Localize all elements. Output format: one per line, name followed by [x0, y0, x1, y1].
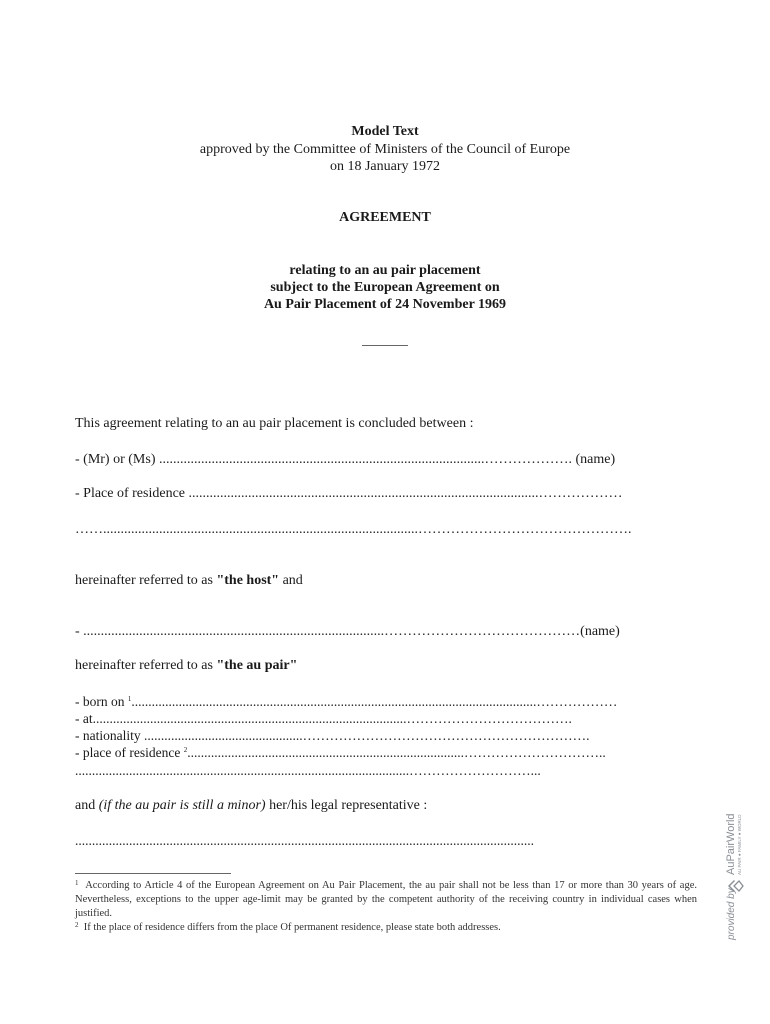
- au-pair-name-field[interactable]: - ......................................................................................……………………………………(name): [75, 624, 620, 639]
- brand-tagline: AU PAIR ● FAMILY ● WORLD: [737, 814, 742, 875]
- au-pair-reference: hereinafter referred to as "the au pair": [75, 658, 298, 673]
- au-pair-label: "the au pair": [216, 658, 298, 673]
- agreement-title: AGREEMENT: [339, 210, 431, 225]
- aupairworld-logo-icon: [726, 879, 744, 893]
- minor-condition: (if the au pair is still a minor): [98, 798, 266, 813]
- footnote-rule: [75, 873, 231, 874]
- host-residence-field[interactable]: - Place of residence ....................................................................................................………………: [75, 486, 623, 501]
- host-residence-continued-field[interactable]: ……..........................................................................................……………………………………….: [75, 522, 632, 537]
- subtitle-line-2: subject to the European Agreement on: [270, 280, 500, 295]
- footnote-1: $^1$ According to Article 4 of the European Agreement on Au Pair Placement, the au pair shall not be less than 17 or more than 30 years of age. Nevertheless, exceptions to the upper age-limit may be granted by the competent authority of the receiving country in individual cases when justified.: [75, 879, 697, 919]
- host-reference: hereinafter referred to as "the host" and: [75, 573, 303, 588]
- host-name-field[interactable]: - (Mr) or (Ms) .............................................................................................………………. (name): [75, 452, 616, 467]
- approval-date: on 18 January 1972: [329, 159, 441, 174]
- birthplace-field[interactable]: - at.............................................................................................……………………………….: [75, 711, 572, 726]
- intro-text: This agreement relating to an au pair placement is concluded between :: [75, 416, 474, 431]
- born-on-field[interactable]: - born on $^1$........................................................................................................................………………: [75, 694, 618, 709]
- host-label: "the host": [216, 573, 280, 588]
- legal-representative-field[interactable]: ........................................................................................................................................: [75, 833, 534, 848]
- footnote-2: $^2$ If the place of residence differs from the place Of permanent residence, please state both addresses.: [75, 921, 501, 933]
- footnote-ref-1: 1: [127, 695, 132, 703]
- brand-name: AuPairWorld: [725, 813, 737, 875]
- footnote-ref-2: 2: [183, 746, 188, 754]
- au-pair-residence-continued-field[interactable]: ...................................................................................................………………………...: [75, 763, 541, 778]
- au-pair-residence-field[interactable]: - place of residence $^2$..................................................................................…………………………..: [75, 745, 606, 760]
- aupairworld-badge: [722, 800, 752, 940]
- provided-by-text: provided by: [726, 888, 737, 940]
- nationality-field[interactable]: - nationality ...............................................……………………………………………………….: [75, 728, 590, 743]
- approval-line: approved by the Committee of Ministers of the Council of Europe: [199, 142, 571, 157]
- subtitle-line-1: relating to an au pair placement: [289, 263, 481, 278]
- model-text-heading: Model Text: [351, 124, 419, 139]
- legal-representative-line: and (if the au pair is still a minor) her/his legal representative :: [75, 798, 428, 813]
- subtitle-line-3: Au Pair Placement of 24 November 1969: [263, 297, 507, 312]
- title-divider: [362, 345, 408, 346]
